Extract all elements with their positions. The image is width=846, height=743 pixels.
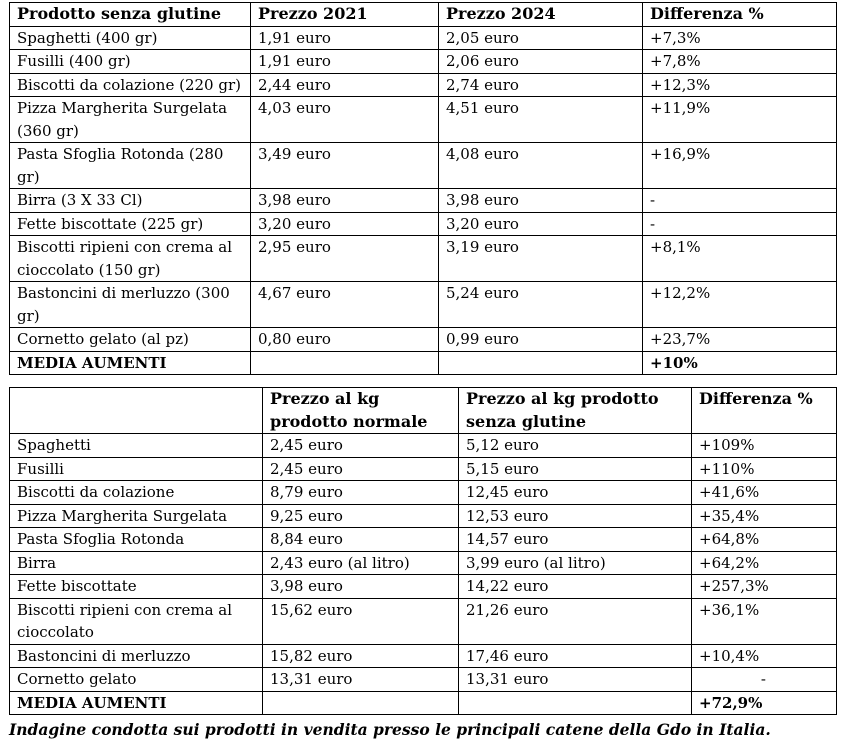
diff-cell: +12,2% — [643, 282, 837, 328]
price-per-kg-table — [9, 387, 837, 715]
product-cell: Cornetto gelato — [10, 668, 263, 692]
table-row — [10, 97, 837, 143]
diff-cell: +36,1% — [692, 598, 837, 644]
product-cell: Bastoncini di merluzzo — [10, 644, 263, 668]
diff-cell: - — [643, 212, 837, 236]
price-cell: 2,95 euro — [251, 236, 439, 282]
table-header-row — [10, 3, 837, 27]
diff-cell: - — [692, 668, 837, 692]
table-row — [10, 50, 837, 74]
product-cell: Birra (3 X 33 Cl) — [10, 189, 251, 213]
diff-cell: +64,2% — [692, 551, 837, 575]
table-row — [10, 551, 837, 575]
source-caption: Indagine condotta sui prodotti in vendita presso le principali catene della Gdo in Italia. — [9, 720, 771, 739]
price-cell: 1,91 euro — [251, 26, 439, 50]
summary-label: MEDIA AUMENTI — [10, 691, 263, 715]
diff-cell: +11,9% — [643, 97, 837, 143]
product-cell: Cornetto gelato (al pz) — [10, 328, 251, 352]
header-cell: Prezzo al kg prodotto normale — [263, 388, 459, 434]
table-row — [10, 668, 837, 692]
table-row — [10, 528, 837, 552]
diff-cell: +64,8% — [692, 528, 837, 552]
empty-cell — [459, 691, 692, 715]
diff-cell: +16,9% — [643, 143, 837, 189]
price-cell: 2,45 euro — [263, 434, 459, 458]
price-cell: 17,46 euro — [459, 644, 692, 668]
price-cell: 2,74 euro — [439, 73, 643, 97]
price-cell: 3,20 euro — [251, 212, 439, 236]
product-cell: Bastoncini di merluzzo (300 gr) — [10, 282, 251, 328]
price-cell: 0,99 euro — [439, 328, 643, 352]
price-cell: 15,62 euro — [263, 598, 459, 644]
diff-cell: +41,6% — [692, 481, 837, 505]
price-cell: 8,79 euro — [263, 481, 459, 505]
price-cell: 3,20 euro — [439, 212, 643, 236]
product-cell: Fusilli (400 gr) — [10, 50, 251, 74]
price-cell: 4,03 euro — [251, 97, 439, 143]
summary-label: MEDIA AUMENTI — [10, 351, 251, 375]
diff-cell: +257,3% — [692, 575, 837, 599]
price-cell: 3,98 euro — [251, 189, 439, 213]
price-cell: 12,45 euro — [459, 481, 692, 505]
product-cell: Biscotti da colazione — [10, 481, 263, 505]
diff-cell: +10,4% — [692, 644, 837, 668]
table-row — [10, 212, 837, 236]
empty-cell — [439, 351, 643, 375]
table-row — [10, 328, 837, 352]
price-cell: 8,84 euro — [263, 528, 459, 552]
summary-value: +10% — [643, 351, 837, 375]
product-cell: Biscotti ripieni con crema al cioccolato — [10, 598, 263, 644]
price-cell: 2,06 euro — [439, 50, 643, 74]
product-cell: Pizza Margherita Surgelata — [10, 504, 263, 528]
price-cell: 4,08 euro — [439, 143, 643, 189]
table-row — [10, 236, 837, 282]
product-cell: Birra — [10, 551, 263, 575]
price-cell: 3,98 euro — [439, 189, 643, 213]
product-cell: Biscotti ripieni con crema al cioccolato (150 gr) — [10, 236, 251, 282]
price-cell: 4,67 euro — [251, 282, 439, 328]
diff-cell: +12,3% — [643, 73, 837, 97]
table-row — [10, 143, 837, 189]
header-cell: Prezzo 2024 — [439, 3, 643, 27]
product-cell: Biscotti da colazione (220 gr) — [10, 73, 251, 97]
price-cell: 3,49 euro — [251, 143, 439, 189]
diff-cell: - — [643, 189, 837, 213]
price-cell: 14,57 euro — [459, 528, 692, 552]
diff-cell: +35,4% — [692, 504, 837, 528]
table-header-row — [10, 388, 837, 434]
summary-row — [10, 691, 837, 715]
price-cell: 4,51 euro — [439, 97, 643, 143]
table-row — [10, 73, 837, 97]
header-cell: Differenza % — [643, 3, 837, 27]
table-row — [10, 504, 837, 528]
header-cell — [10, 388, 263, 434]
table-row — [10, 282, 837, 328]
product-cell: Fusilli — [10, 457, 263, 481]
product-cell: Pizza Margherita Surgelata (360 gr) — [10, 97, 251, 143]
price-cell: 3,99 euro (al litro) — [459, 551, 692, 575]
table-row — [10, 457, 837, 481]
table-row — [10, 644, 837, 668]
header-cell: Differenza % — [692, 388, 837, 434]
price-cell: 2,05 euro — [439, 26, 643, 50]
product-cell: Spaghetti — [10, 434, 263, 458]
price-cell: 14,22 euro — [459, 575, 692, 599]
product-cell: Spaghetti (400 gr) — [10, 26, 251, 50]
header-cell: Prezzo 2021 — [251, 3, 439, 27]
price-cell: 2,44 euro — [251, 73, 439, 97]
header-cell: Prezzo al kg prodotto senza glutine — [459, 388, 692, 434]
price-cell: 0,80 euro — [251, 328, 439, 352]
diff-cell: +8,1% — [643, 236, 837, 282]
price-cell: 12,53 euro — [459, 504, 692, 528]
product-cell: Fette biscottate — [10, 575, 263, 599]
price-cell: 5,15 euro — [459, 457, 692, 481]
table-row — [10, 26, 837, 50]
summary-value: +72,9% — [692, 691, 837, 715]
product-cell: Pasta Sfoglia Rotonda — [10, 528, 263, 552]
table-row — [10, 598, 837, 644]
table-row — [10, 481, 837, 505]
price-cell: 15,82 euro — [263, 644, 459, 668]
price-cell: 5,12 euro — [459, 434, 692, 458]
price-table-2021-2024 — [9, 2, 837, 375]
product-cell: Fette biscottate (225 gr) — [10, 212, 251, 236]
diff-cell: +110% — [692, 457, 837, 481]
price-cell: 3,19 euro — [439, 236, 643, 282]
table-row — [10, 189, 837, 213]
price-cell: 2,43 euro (al litro) — [263, 551, 459, 575]
table-row — [10, 575, 837, 599]
summary-row — [10, 351, 837, 375]
table-row — [10, 434, 837, 458]
diff-cell: +7,3% — [643, 26, 837, 50]
diff-cell: +7,8% — [643, 50, 837, 74]
empty-cell — [263, 691, 459, 715]
price-cell: 3,98 euro — [263, 575, 459, 599]
header-cell: Prodotto senza glutine — [10, 3, 251, 27]
price-cell: 13,31 euro — [459, 668, 692, 692]
price-cell: 13,31 euro — [263, 668, 459, 692]
diff-cell: +109% — [692, 434, 837, 458]
diff-cell: +23,7% — [643, 328, 837, 352]
price-cell: 9,25 euro — [263, 504, 459, 528]
empty-cell — [251, 351, 439, 375]
price-cell: 2,45 euro — [263, 457, 459, 481]
price-cell: 21,26 euro — [459, 598, 692, 644]
price-cell: 5,24 euro — [439, 282, 643, 328]
product-cell: Pasta Sfoglia Rotonda (280 gr) — [10, 143, 251, 189]
price-cell: 1,91 euro — [251, 50, 439, 74]
